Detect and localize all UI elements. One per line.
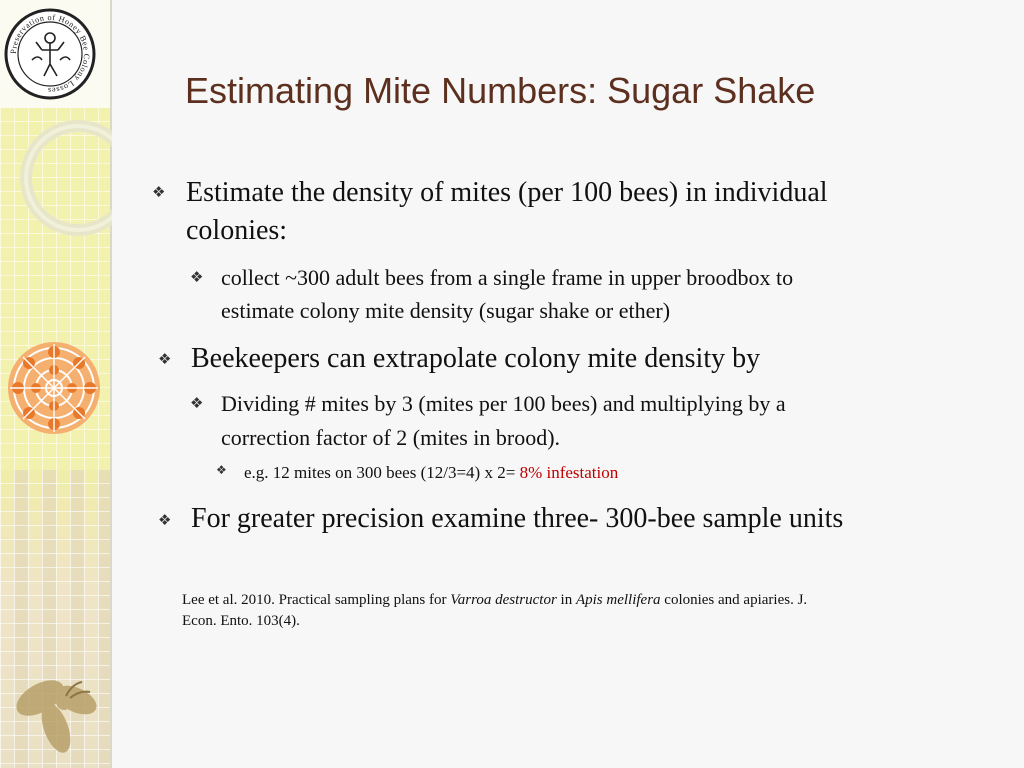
reference-citation: [182, 590, 982, 632]
reference-text-3: colonies and apiaries. J.: [660, 592, 808, 608]
bullet-diamond-icon: ❖: [216, 463, 227, 477]
bullet-diamond-icon: ❖: [158, 350, 172, 368]
bullet-2-sub-1-line-1: Dividing # mites by 3 (mites per 100 bees) and multiplying by a: [221, 391, 786, 416]
infestation-result: 8% infestation: [519, 463, 619, 482]
reference-species-2: Apis mellifera: [575, 592, 661, 608]
bullet-2-sub-2-line: [244, 462, 618, 484]
bullet-1-line-1: Estimate the density of mites (per 100 bees) in individual: [186, 177, 828, 208]
bullet-diamond-icon: ❖: [158, 511, 172, 529]
slide-title: Estimating Mite Numbers: Sugar Shake: [185, 70, 816, 111]
bullet-1-sub-1-line-1: collect ~300 adult bees from a single frame in upper broodbox to: [221, 265, 794, 290]
bullet-diamond-icon: ❖: [190, 394, 204, 412]
logo-text: Preservation of Honey Bee Colony Losses: [8, 12, 92, 96]
bullet-diamond-icon: ❖: [190, 268, 204, 286]
reference-text-2: in: [556, 592, 576, 608]
bullet-diamond-icon: ❖: [152, 183, 166, 201]
bullet-3-line-1: For greater precision examine three- 300-bee sample units: [191, 503, 844, 534]
bullet-1-line-2: colonies:: [186, 215, 288, 246]
bullet-2-line-1: Beekeepers can extrapolate colony mite density by: [191, 343, 761, 374]
example-calculation: e.g. 12 mites on 300 bees (12/3=4) x 2=: [244, 463, 520, 482]
bullet-2-sub-1-line-2: correction factor of 2 (mites in brood).: [221, 425, 561, 450]
reference-species-1: Varroa destructor: [450, 592, 557, 608]
reference-text-1: Lee et al. 2010. Practical sampling plans for: [182, 592, 451, 608]
bullet-1-sub-1-line-2: estimate colony mite density (sugar shake or ether): [221, 298, 671, 323]
reference-line-2: Econ. Ento. 103(4).: [182, 613, 300, 629]
reference-line-1: [182, 590, 982, 611]
